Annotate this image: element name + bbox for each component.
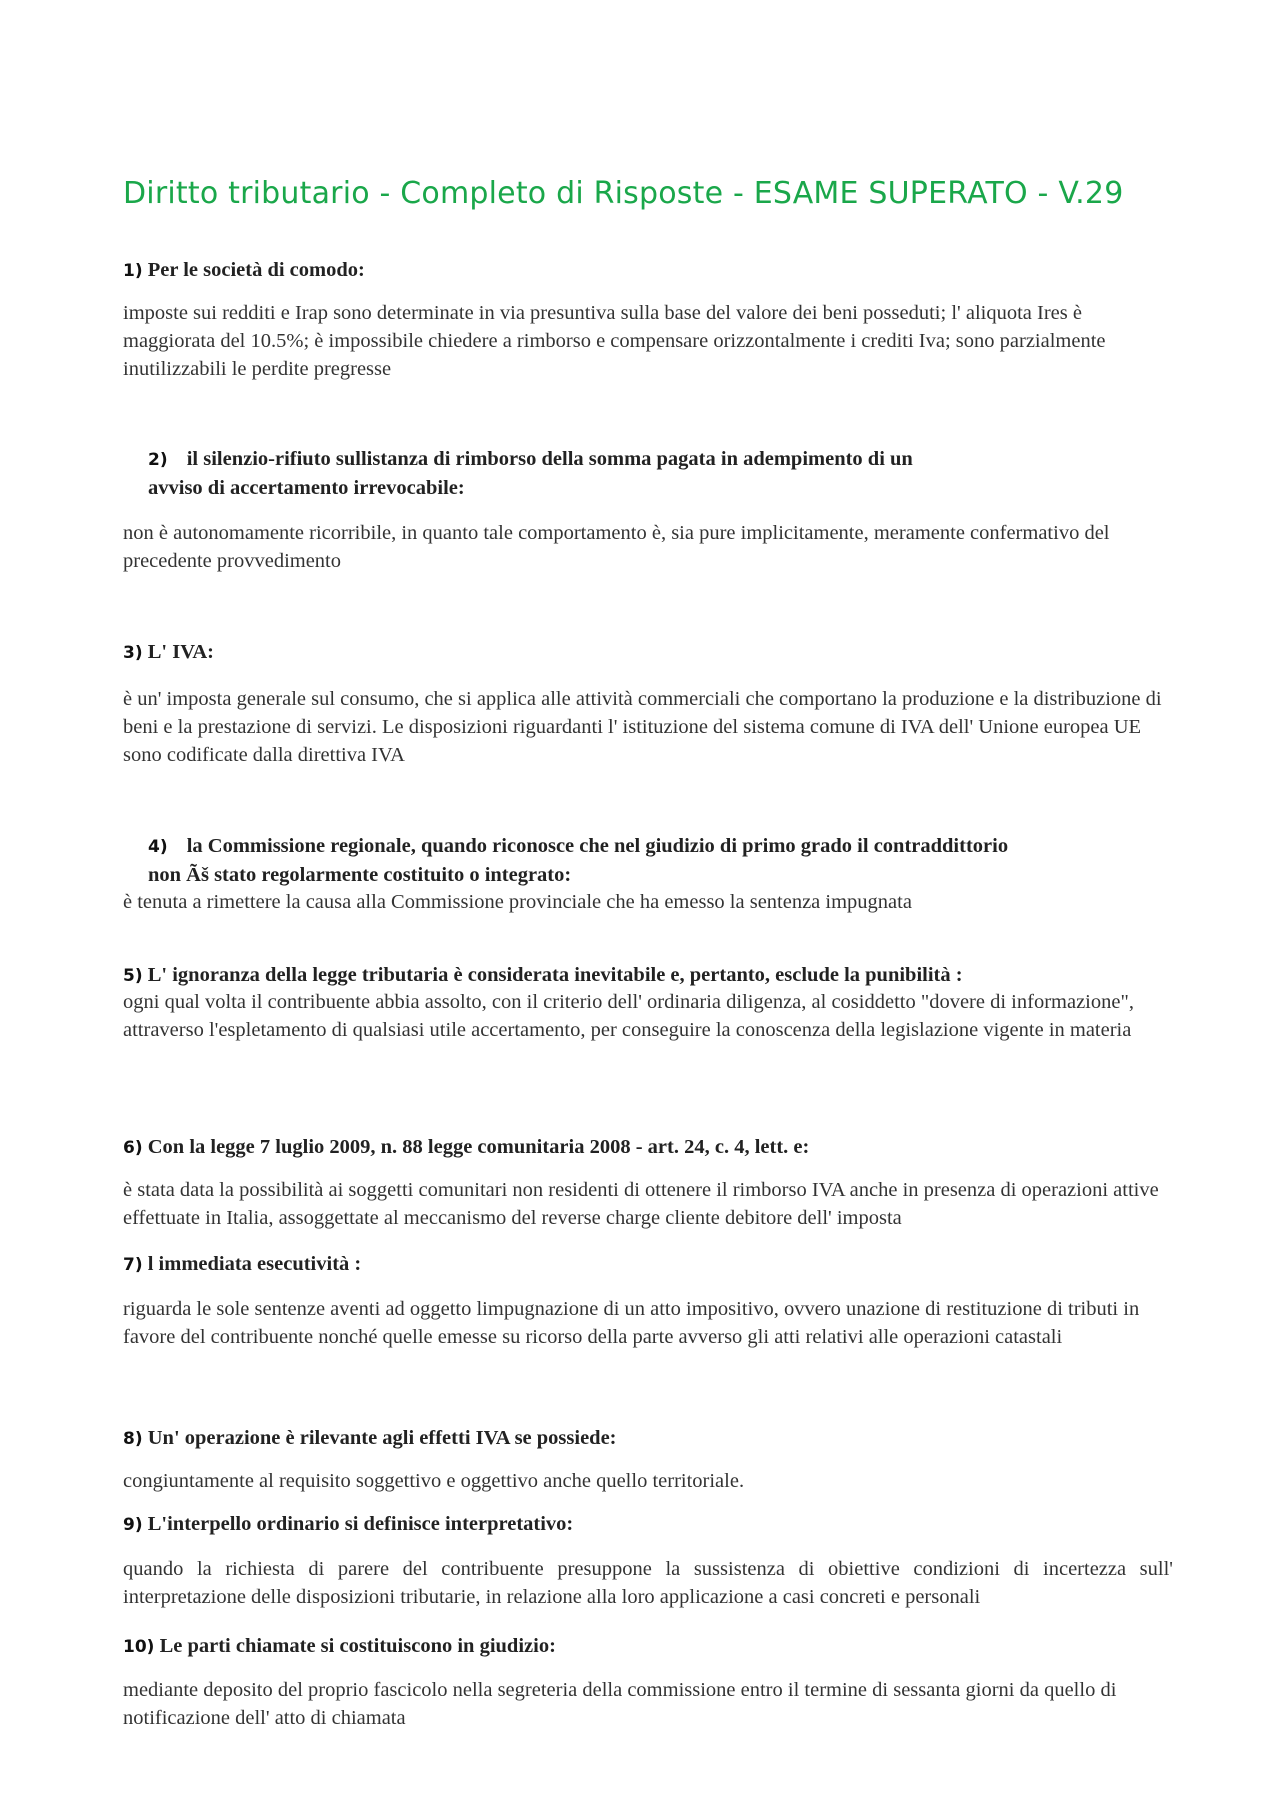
question-text: L' ignoranza della legge tributaria è considerata inevitabile e, pertanto, esclude la punibilità : [147, 964, 963, 986]
answer-5: ogni qual volta il contribuente abbia assolto, con il criterio dell' ordinaria diligenza, al cosiddetto "dovere di informazione", attraverso l'espletamento di qualsiasi utile accertamento, per conseguire la conoscenza della legislazione vigente in materia [123, 991, 1134, 1041]
question-number: 7) [123, 1255, 143, 1275]
question-10 [123, 1632, 556, 1661]
question-number: 3) [123, 643, 143, 663]
question-number: 4) [148, 837, 168, 857]
question-number: 2) [148, 450, 168, 470]
question-number: 8) [123, 1429, 143, 1449]
answer-9: quando la richiesta di parere del contribuente presuppone la sussistenza di obiettive condizioni di incertezza sull' interpretazione delle disposizioni tributarie, in relazione alla loro applicazione a casi concreti e personali [123, 1558, 1173, 1608]
document-title: Diritto tributario - Completo di Risposte - ESAME SUPERATO - V.29 [123, 176, 1124, 211]
answer-2: non è autonomamente ricorribile, in quanto tale comportamento è, sia pure implicitamente, meramente confermativo del precedente provvedimento [123, 522, 1110, 572]
answer-1: imposte sui redditi e Irap sono determinate in via presuntiva sulla base del valore dei beni posseduti; l' aliquota Ires è maggiorata del 10.5%; è impossibile chiedere a rimborso e compensare orizzontalmente i crediti Iva; sono parzialmente inutilizzabili le perdite pregresse [123, 302, 1106, 380]
question-8 [123, 1424, 617, 1453]
question-1 [123, 256, 365, 285]
question-text-line-2: non Ãš stato regolarmente costituito o integrato: [148, 864, 572, 886]
question-9 [123, 1510, 573, 1539]
question-2 [148, 445, 913, 502]
question-text-line-1: la Commissione regionale, quando riconosce che nel giudizio di primo grado il contraddittorio [186, 835, 1009, 857]
answer-3: è un' imposta generale sul consumo, che si applica alle attività commerciali che comportano la produzione e la distribuzione di beni e la prestazione di servizi. Le disposizioni riguardanti l' istituzione del sistema comune di IVA dell' Unione europea UE sono codificate dalla direttiva IVA [123, 688, 1162, 766]
question-text: L'interpello ordinario si definisce interpretativo: [147, 1513, 574, 1535]
answer-7: riguarda le sole sentenze aventi ad oggetto limpugnazione di un atto impositivo, ovvero unazione di restituzione di tributi in favore del contribuente nonché quelle emesse su ricorso della parte avverso gli atti relativi alle operazioni catastali [123, 1298, 1140, 1348]
question-7 [123, 1250, 361, 1279]
answer-8: congiuntamente al requisito soggettivo e oggettivo anche quello territoriale. [123, 1470, 745, 1492]
question-text-line-1: il silenzio-rifiuto sullistanza di rimborso della somma pagata in adempimento di un [186, 448, 913, 470]
question-5 [123, 961, 963, 990]
answer-10: mediante deposito del proprio fascicolo nella segreteria della commissione entro il termine di sessanta giorni da quello di notificazione dell' atto di chiamata [123, 1679, 1117, 1729]
question-3 [123, 638, 214, 667]
question-4 [148, 832, 1008, 889]
question-number: 6) [123, 1138, 143, 1158]
question-text: l immediata esecutività : [147, 1253, 362, 1275]
question-number: 1) [123, 261, 143, 281]
question-number: 10) [123, 1637, 155, 1657]
answer-4: è tenuta a rimettere la causa alla Commissione provinciale che ha emesso la sentenza impugnata [123, 891, 912, 913]
question-text: Per le società di comodo: [147, 259, 365, 281]
question-number: 9) [123, 1515, 143, 1535]
question-number: 5) [123, 966, 143, 986]
question-6 [123, 1133, 809, 1162]
question-text: L' IVA: [147, 641, 214, 663]
question-text: Un' operazione è rilevante agli effetti IVA se possiede: [147, 1427, 617, 1449]
question-text: Con la legge 7 luglio 2009, n. 88 legge comunitaria 2008 - art. 24, c. 4, lett. e: [147, 1136, 810, 1158]
question-text-line-2: avviso di accertamento irrevocabile: [148, 477, 465, 499]
question-text: Le parti chiamate si costituiscono in giudizio: [159, 1635, 556, 1657]
answer-6: è stata data la possibilità ai soggetti comunitari non residenti di ottenere il rimborso IVA anche in presenza di operazioni attive effettuate in Italia, assoggettate al meccanismo del reverse charge cliente debitore dell' imposta [123, 1179, 1159, 1229]
